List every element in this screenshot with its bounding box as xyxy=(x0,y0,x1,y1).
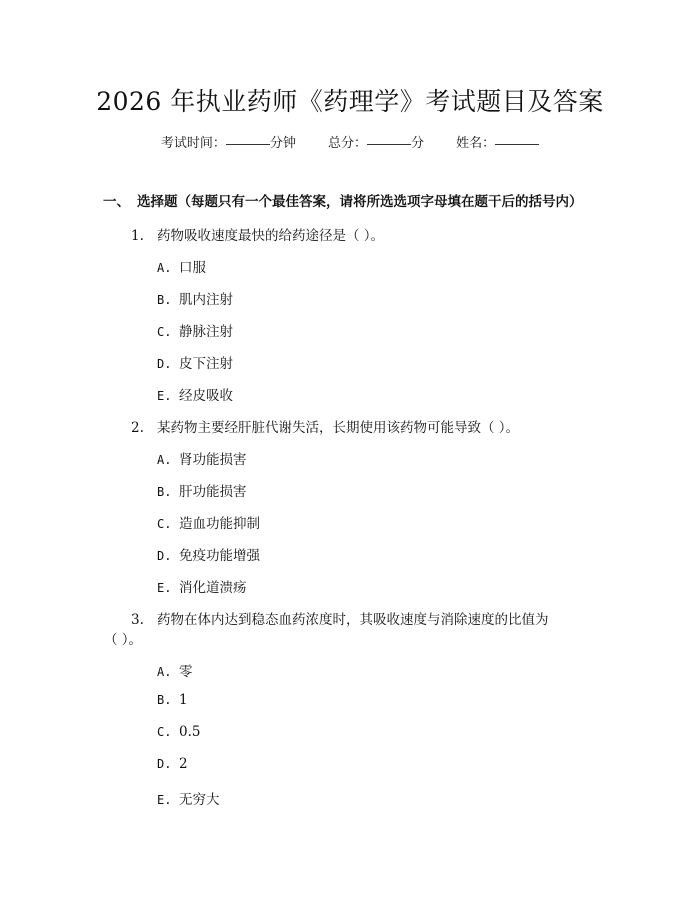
exam-time-label: 考试时间： xyxy=(160,136,226,151)
option-letter: D. xyxy=(157,757,172,771)
option-text: 造血功能抑制 xyxy=(179,516,260,532)
option-2d xyxy=(157,544,260,564)
option-2b xyxy=(157,480,247,500)
section-text: 选择题（每题只有一个最佳答案，请将所选选项字母填在题干后的括号内） xyxy=(137,194,583,210)
option-2e xyxy=(157,576,247,596)
question-text: 某药物主要经肝脏代谢失活，长期使用该药物可能导致（ ）。 xyxy=(157,420,520,436)
total-score-label: 总分： xyxy=(327,136,367,151)
option-text: 静脉注射 xyxy=(179,324,233,340)
option-1d xyxy=(157,352,233,372)
name-field xyxy=(456,132,539,151)
option-text: 零 xyxy=(179,664,193,680)
option-text: 消化道溃疡 xyxy=(179,580,247,596)
name-blank xyxy=(495,144,539,145)
question-number: 1. xyxy=(131,228,144,244)
option-3b xyxy=(157,692,188,708)
total-score-field xyxy=(328,132,424,151)
option-text: 肝功能损害 xyxy=(179,484,247,500)
question-number: 2. xyxy=(131,420,144,436)
option-letter: C. xyxy=(157,725,172,739)
option-letter: D. xyxy=(157,549,172,563)
exam-time-field xyxy=(161,132,296,151)
option-text: 皮下注射 xyxy=(179,356,233,372)
option-letter: E. xyxy=(157,793,172,807)
option-3e xyxy=(157,788,220,808)
option-letter: E. xyxy=(157,581,172,595)
name-label: 姓名： xyxy=(456,136,496,151)
question-2 xyxy=(131,416,519,436)
question-1 xyxy=(131,224,384,244)
option-text: 0.5 xyxy=(179,724,201,740)
option-1c xyxy=(157,320,233,340)
question-text-line1: 药物在体内达到稳态血药浓度时，其吸收速度与消除速度的比值为 xyxy=(157,612,549,628)
question-text: 药物吸收速度最快的给药途径是（ ）。 xyxy=(157,228,385,244)
option-letter: B. xyxy=(157,693,172,707)
option-text: 经皮吸收 xyxy=(179,388,233,404)
question-number: 3. xyxy=(131,612,144,628)
option-3a xyxy=(157,660,193,680)
exam-time-blank xyxy=(226,144,270,145)
document-title: 2026 年执业药师《药理学》考试题目及答案 xyxy=(96,87,604,116)
option-letter: A. xyxy=(157,453,172,467)
option-1b xyxy=(157,288,233,308)
exam-info-line xyxy=(0,132,700,151)
option-letter: C. xyxy=(157,517,172,531)
option-1a xyxy=(157,256,206,276)
option-letter: B. xyxy=(157,485,172,499)
question-3 xyxy=(131,608,549,628)
option-text: 2 xyxy=(179,756,188,772)
option-3d xyxy=(157,756,188,772)
option-text: 免疫功能增强 xyxy=(179,548,260,564)
option-letter: A. xyxy=(157,665,172,679)
option-2a xyxy=(157,448,247,468)
option-text: 肌内注射 xyxy=(179,292,233,308)
question-3-continuation xyxy=(104,628,142,648)
option-2c xyxy=(157,512,260,532)
option-letter: B. xyxy=(157,293,172,307)
option-text: 1 xyxy=(179,692,188,708)
section-heading xyxy=(103,190,583,210)
option-1e xyxy=(157,384,233,404)
exam-time-unit: 分钟 xyxy=(269,136,296,151)
option-3c xyxy=(157,724,200,740)
option-letter: C. xyxy=(157,325,172,339)
option-text: 无穷大 xyxy=(179,792,220,808)
option-letter: D. xyxy=(157,357,172,371)
section-number: 一、 xyxy=(103,194,130,210)
total-score-unit: 分 xyxy=(411,136,425,151)
question-text-line2: （ ）。 xyxy=(104,632,143,648)
option-text: 肾功能损害 xyxy=(179,452,247,468)
total-score-blank xyxy=(367,144,411,145)
option-letter: E. xyxy=(157,389,172,403)
option-letter: A. xyxy=(157,261,172,275)
option-text: 口服 xyxy=(179,260,206,276)
